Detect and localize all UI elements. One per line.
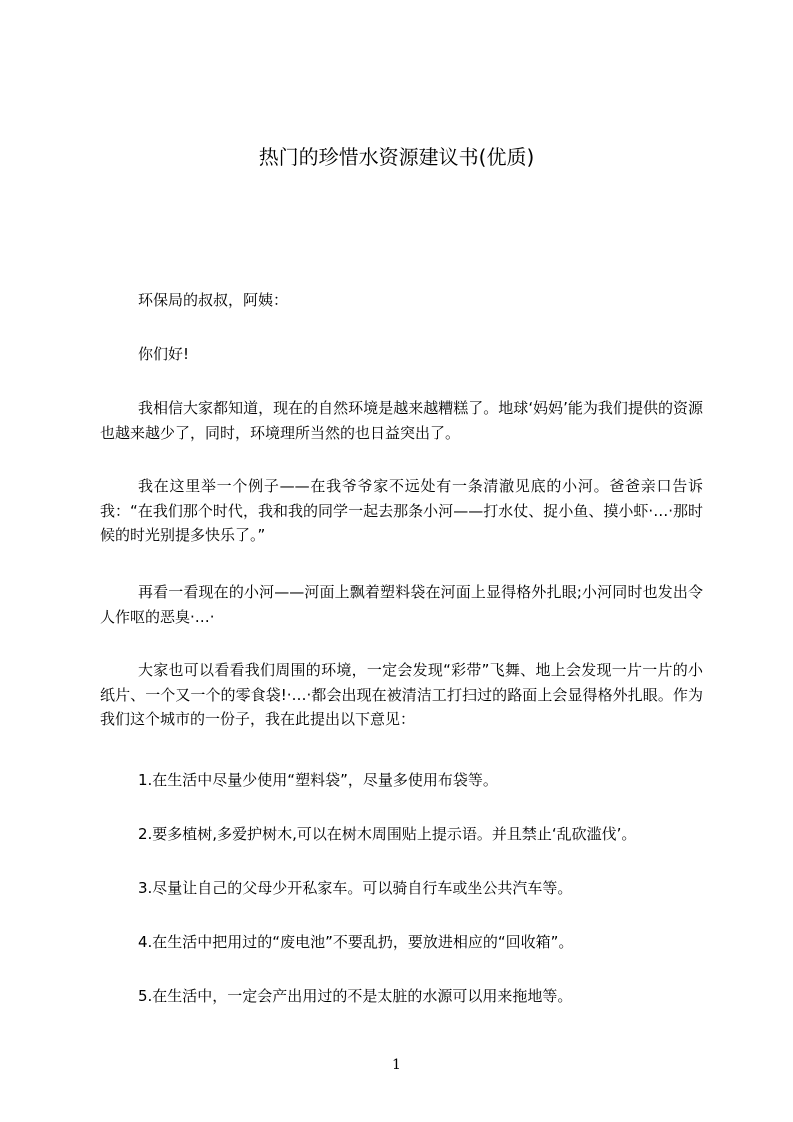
document-title: 热门的珍惜水资源建议书(优质)	[258, 145, 535, 169]
suggestion-item: 2.要多植树,多爱护树木,可以在树木周围贴上提示语。并且禁止‘乱砍滥伐’。	[138, 825, 637, 843]
suggestion-item: 1.在生活中尽量少使用“塑料袋”，尽量多使用布袋等。	[138, 771, 498, 789]
greeting: 你们好!	[138, 345, 190, 363]
suggestion-item: 5.在生活中，一定会产出用过的不是太脏的水源可以用来拖地等。	[138, 987, 573, 1005]
page-number: 1	[392, 1057, 401, 1073]
suggestion-item: 4.在生活中把用过的“废电池”不要乱扔，要放进相应的“回收箱”。	[138, 933, 574, 951]
suggestion-item: 3.尽量让自己的父母少开私家车。可以骑自行车或坐公共汽车等。	[138, 879, 573, 897]
body-paragraph: 我在这里举一个例子——在我爷爷家不远处有一条清澈见底的小河。爸爸亲口告诉我：“在我们那个时代，我和我的同学一起去那条小河——打水仗、捉小鱼、摸小虾·…·那时候的时光别提多快乐了。”	[100, 477, 703, 544]
body-paragraph: 大家也可以看看我们周围的环境，一定会发现“彩带”飞舞、地上会发现一片一片的小纸片、一个又一个的零食袋!·…·都会出现在被清洁工打扫过的路面上会显得格外扎眼。作为我们这个城市的一份子，我在此提出以下意见：	[100, 661, 703, 728]
body-paragraph: 我相信大家都知道，现在的自然环境是越来越糟糕了。地球‘妈妈’能为我们提供的资源也越来越少了，同时，环境理所当然的也日益突出了。	[100, 399, 703, 442]
body-paragraph: 再看一看现在的小河——河面上飘着塑料袋在河面上显得格外扎眼;小河同时也发出令人作呕的恶臭·…·	[100, 583, 703, 626]
salutation: 环保局的叔叔，阿姨：	[138, 291, 289, 309]
